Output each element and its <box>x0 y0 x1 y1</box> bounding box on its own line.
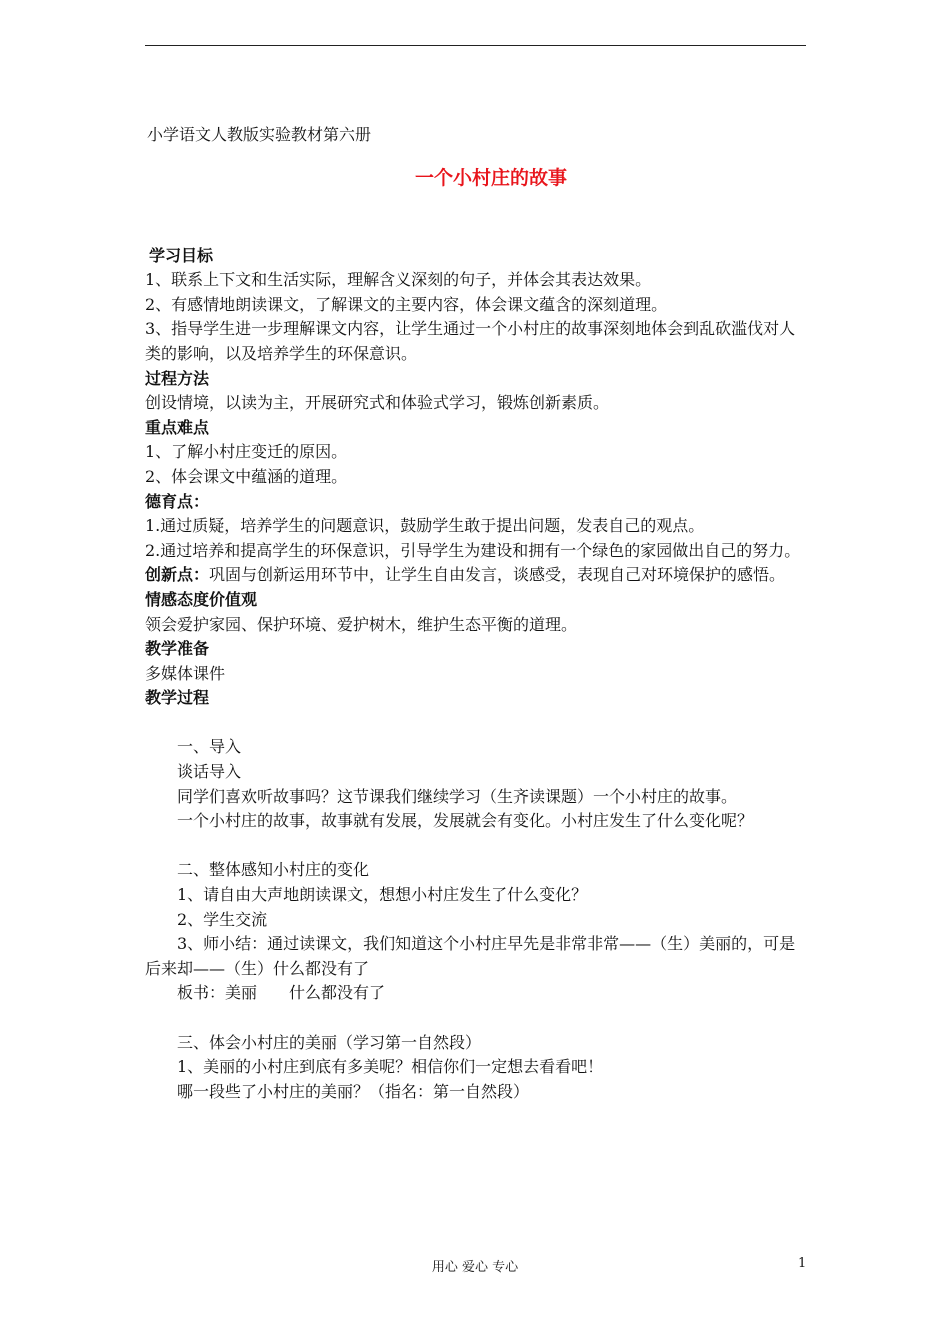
document-body <box>145 115 807 1104</box>
page-title: 一个小村庄的故事 <box>414 166 567 189</box>
innovation-text: 巩固与创新运用环节中，让学生自由发言，谈感受，表现自己对环境保护的感悟。 <box>209 565 786 585</box>
header-rule <box>145 45 806 46</box>
step-line: 一个小村庄的故事，故事就有发展，发展就会有变化。小村庄发生了什么变化呢？ <box>177 811 754 831</box>
footer-motto: 用心 爱心 专心 <box>431 1260 519 1275</box>
values-heading: 情感态度价值观 <box>145 589 258 609</box>
innovation-paragraph <box>145 563 807 588</box>
step-line: 同学们喜欢听故事吗？这节课我们继续学习（生齐读课题）一个小村庄的故事。 <box>177 786 738 806</box>
step-title: 二、整体感知小村庄的变化 <box>177 860 370 880</box>
page-number: 1 <box>798 1256 807 1271</box>
step-title: 三、体会小村庄的美丽（学习第一自然段） <box>177 1032 482 1052</box>
moral-item: 1.通过质疑，培养学生的问题意识，鼓励学生敢于提出问题，发表自己的观点。 <box>145 516 705 536</box>
keypoints-heading: 重点难点 <box>145 417 210 437</box>
keypoint-item: 2、体会课文中蕴涵的道理。 <box>145 466 348 486</box>
prep-heading: 教学准备 <box>145 639 210 659</box>
moral-item: 2.通过培养和提高学生的环保意识，引导学生为建设和拥有一个绿色的家园做出自己的努力。 <box>145 540 801 560</box>
step-line: 1、美丽的小村庄到底有多美呢？相信你们一定想去看看吧！ <box>177 1057 604 1077</box>
series-subtitle: 小学语文人教版实验教材第六册 <box>147 125 372 144</box>
process-heading: 教学过程 <box>145 688 210 708</box>
step-line: 谈话导入 <box>177 762 242 782</box>
step-title: 一、导入 <box>177 737 242 757</box>
step-line: 哪一段些了小村庄的美丽？（指名：第一自然段） <box>177 1081 530 1101</box>
goals-heading: 学习目标 <box>149 245 214 265</box>
step-line: 板书：美丽 什么都没有了 <box>177 983 386 1003</box>
values-text: 领会爱护家园、保护环境、爱护树木，维护生态平衡的道理。 <box>145 614 578 634</box>
spacer <box>145 834 807 859</box>
method-heading: 过程方法 <box>145 368 210 388</box>
step-line: 3、师小结：通过读课文，我们知道这个小村庄早先是非常非常——（生）美丽的，可是后来却——（生）什么都没有了 <box>145 934 796 978</box>
step-line: 1、请自由大声地朗读课文，想想小村庄发生了什么变化？ <box>177 885 588 905</box>
spacer <box>145 711 807 736</box>
prep-text: 多媒体课件 <box>145 663 226 683</box>
goal-item: 1、联系上下文和生活实际，理解含义深刻的句子，并体会其表达效果。 <box>145 270 652 290</box>
goal-item: 2、有感情地朗读课文，了解课文的主要内容，体会课文蕴含的深刻道理。 <box>145 294 668 314</box>
step-line: 2、学生交流 <box>177 909 268 929</box>
goal-item: 3、指导学生进一步理解课文内容，让学生通过一个小村庄的故事深刻地体会到乱砍滥伐对人类的影响，以及培养学生的环保意识。 <box>145 319 796 363</box>
keypoint-item: 1、了解小村庄变迁的原因。 <box>145 442 348 462</box>
moral-heading: 德育点： <box>145 491 210 511</box>
method-text: 创设情境，以读为主，开展研究式和体验式学习，锻炼创新素质。 <box>145 393 610 413</box>
innovation-label: 创新点： <box>145 565 210 585</box>
spacer <box>145 1006 807 1031</box>
